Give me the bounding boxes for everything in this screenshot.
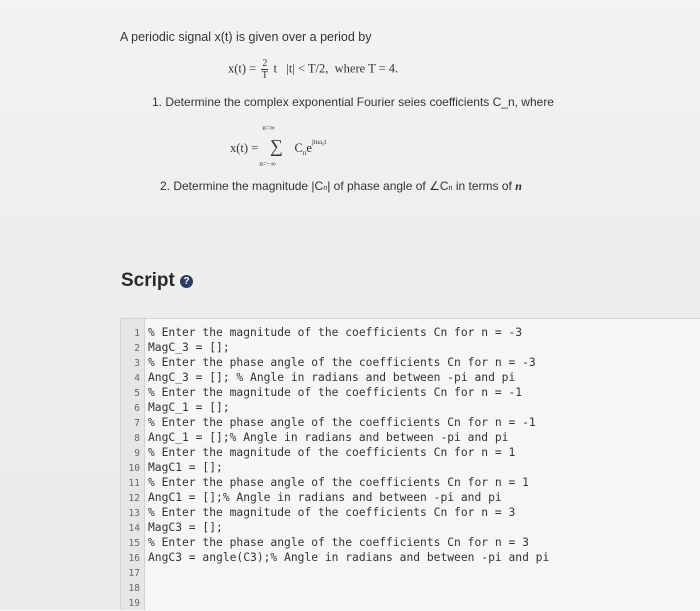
line-number: 9 [134, 448, 140, 459]
code-text[interactable]: % Enter the magnitude of the coefficients Cn for n = 1 [148, 446, 516, 459]
q2-var: n [515, 179, 522, 193]
code-text[interactable]: AngC_3 = []; % Angle in radians and between -pi and pi [148, 371, 516, 384]
code-line[interactable] [121, 505, 700, 520]
code-line[interactable] [121, 565, 700, 580]
code-line[interactable] [121, 400, 700, 415]
help-icon[interactable]: ? [180, 275, 193, 288]
code-line[interactable] [121, 325, 700, 340]
code-text[interactable]: % Enter the magnitude of the coefficients Cn for n = -3 [148, 326, 523, 339]
code-line[interactable] [121, 580, 700, 595]
line-number: 5 [134, 388, 140, 399]
line-number: 12 [128, 493, 140, 504]
line-number: 19 [128, 598, 140, 609]
summation-symbol [259, 124, 287, 168]
code-text[interactable]: % Enter the phase angle of the coefficients Cn for n = 1 [148, 476, 529, 489]
question-2 [160, 179, 522, 194]
fourier-series-equation [230, 124, 327, 168]
code-text[interactable]: MagC_3 = []; [148, 341, 230, 354]
code-text[interactable]: MagC1 = []; [148, 461, 223, 474]
code-line[interactable] [121, 550, 700, 565]
eq2-power: jnω₀t [311, 138, 327, 146]
sum-lower-limit: n=−∞ [259, 160, 276, 168]
line-number: 16 [128, 553, 140, 564]
line-number: 18 [128, 583, 140, 594]
eq1-denominator: T [261, 70, 268, 81]
eq1-fraction [261, 58, 268, 81]
line-number: 11 [128, 478, 140, 489]
code-line[interactable] [121, 520, 700, 535]
eq2-lhs: x(t) = [230, 141, 259, 155]
eq1-numerator: 2 [262, 58, 268, 69]
code-line[interactable] [121, 475, 700, 490]
code-text[interactable]: % Enter the phase angle of the coefficients Cn for n = -3 [148, 356, 536, 369]
eq1-condition: |t| < T/2, [286, 61, 329, 76]
code-line[interactable] [121, 535, 700, 550]
code-line[interactable] [121, 340, 700, 355]
code-line[interactable] [121, 385, 700, 400]
eq2-exp: e [306, 141, 312, 155]
code-line[interactable] [121, 355, 700, 370]
code-text[interactable]: % Enter the magnitude of the coefficients Cn for n = 3 [148, 506, 516, 519]
eq2-term: C [294, 141, 303, 155]
line-number: 14 [128, 523, 140, 534]
line-number: 2 [134, 343, 140, 354]
q2-text: 2. Determine the magnitude |C [160, 179, 324, 193]
sigma-glyph: ∑ [269, 136, 283, 156]
code-text[interactable]: MagC3 = []; [148, 521, 223, 534]
line-number: 13 [128, 508, 140, 519]
code-line[interactable] [121, 445, 700, 460]
eq1-variable: t [273, 61, 277, 76]
code-line[interactable] [121, 415, 700, 430]
q2-sub: n [323, 183, 328, 192]
q2-sub2: n [448, 183, 453, 192]
line-number: 1 [134, 328, 140, 339]
code-lines [121, 325, 700, 610]
code-text[interactable]: % Enter the phase angle of the coefficients Cn for n = -1 [148, 416, 536, 429]
line-number: 10 [128, 463, 140, 474]
code-line[interactable] [121, 370, 700, 385]
line-number: 6 [134, 403, 140, 414]
code-line[interactable] [121, 490, 700, 505]
code-line[interactable] [121, 595, 700, 610]
code-text[interactable]: % Enter the phase angle of the coefficients Cn for n = 3 [148, 536, 529, 549]
eq1-where: where T = 4. [334, 61, 399, 76]
sum-upper-limit: n=∞ [262, 124, 275, 132]
line-number: 3 [134, 358, 140, 369]
signal-equation [228, 58, 398, 81]
code-editor[interactable] [120, 318, 700, 610]
code-text[interactable]: AngC3 = angle(C3);% Angle in radians and between -pi and pi [148, 551, 550, 564]
code-line[interactable] [121, 430, 700, 445]
eq2-sub: n [302, 149, 307, 157]
code-text[interactable]: AngC1 = [];% Angle in radians and between -pi and pi [148, 491, 502, 504]
line-number: 17 [128, 568, 140, 579]
script-title: Script [121, 270, 175, 291]
q2-end: in terms of [452, 179, 516, 193]
q2-mid: | of phase angle of ∠C [327, 179, 449, 193]
line-number: 15 [128, 538, 140, 549]
line-number: 8 [134, 433, 140, 444]
code-line[interactable] [121, 460, 700, 475]
code-text[interactable]: MagC_1 = []; [148, 401, 230, 414]
eq1-lhs: x(t) = [228, 61, 257, 76]
code-text[interactable]: % Enter the magnitude of the coefficients Cn for n = -1 [148, 386, 523, 399]
line-number: 4 [134, 373, 140, 384]
question-1: 1. Determine the complex exponential Fourier seies coefficients C_n, where [152, 95, 554, 109]
problem-intro: A periodic signal x(t) is given over a period by [120, 30, 372, 44]
code-text[interactable]: AngC_1 = [];% Angle in radians and between -pi and pi [148, 431, 509, 444]
line-number: 7 [134, 418, 140, 429]
